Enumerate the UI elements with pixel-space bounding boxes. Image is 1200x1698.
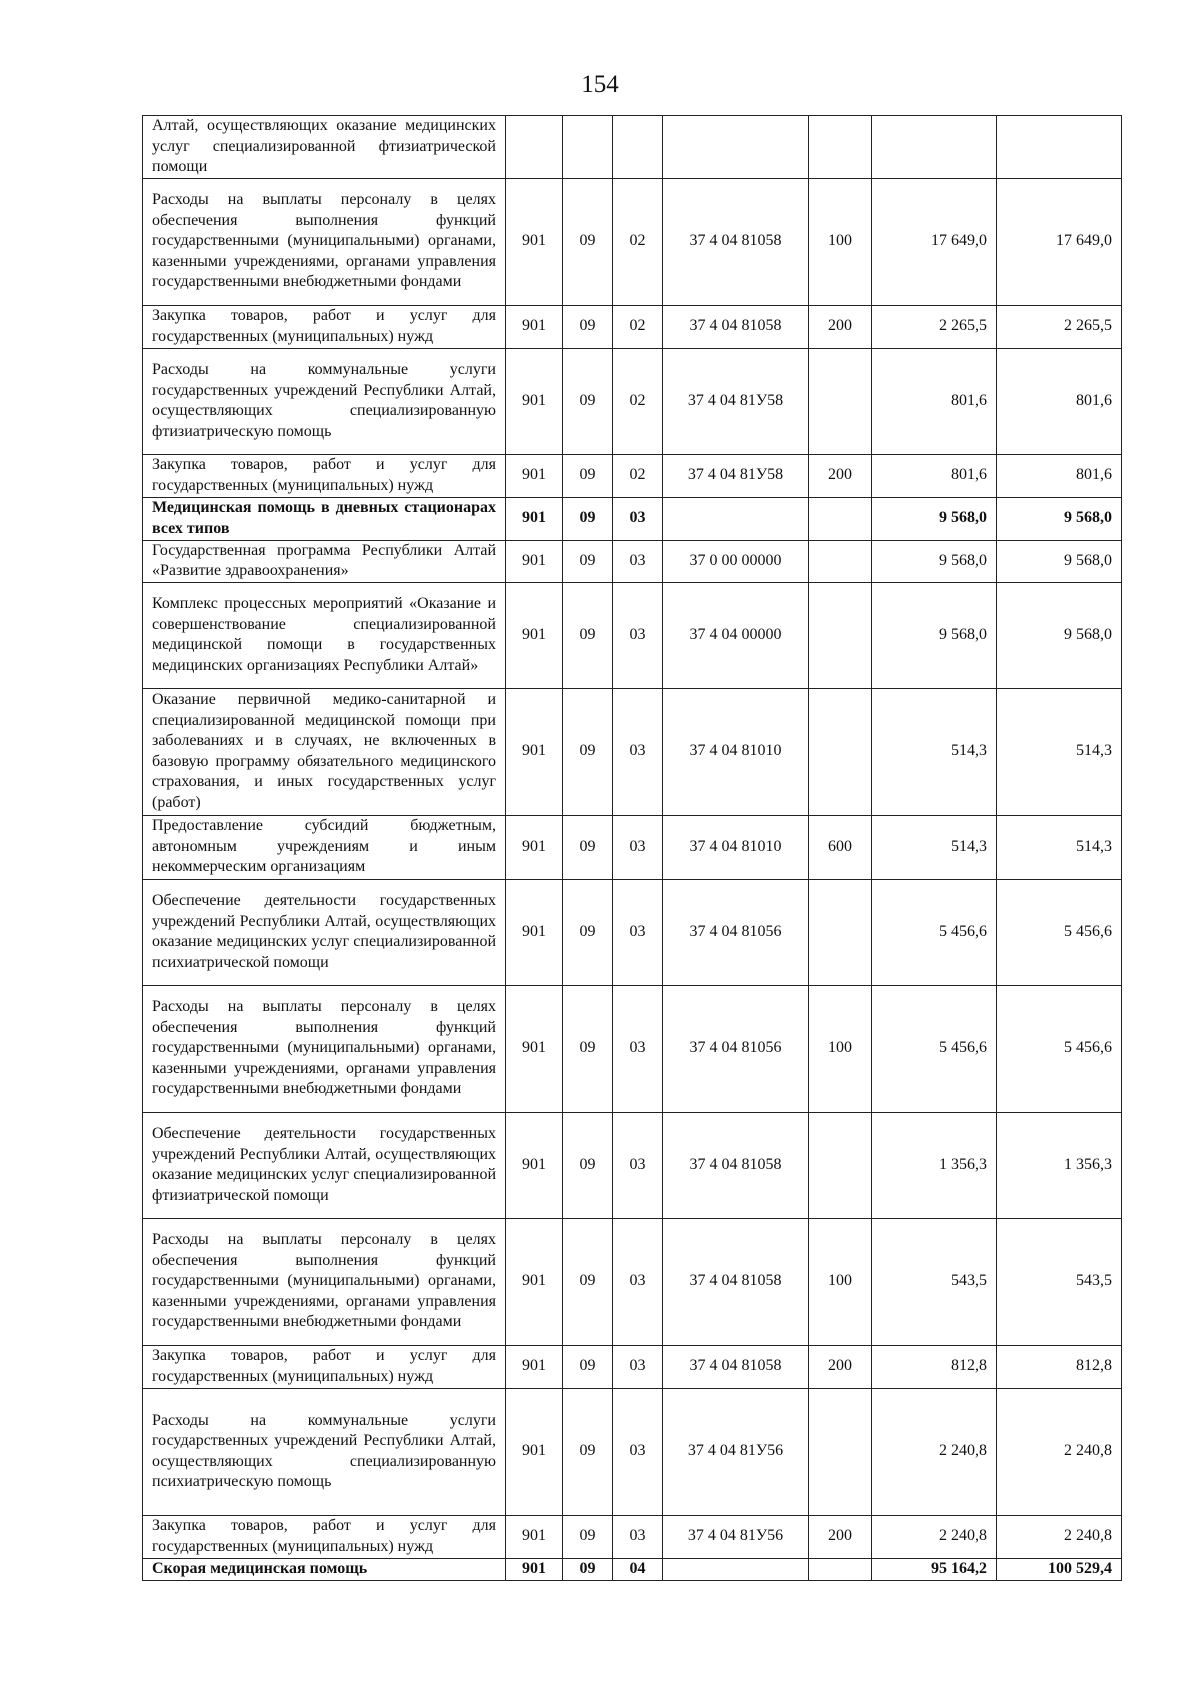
subsection-code-cell: 03	[613, 1515, 663, 1558]
amount-year2-cell: 5 456,6	[997, 879, 1122, 985]
expense-type-cell: 200	[809, 305, 872, 348]
amount-year2-cell: 2 240,8	[997, 1515, 1122, 1558]
subsection-code-cell: 02	[613, 454, 663, 497]
expense-name-cell: Расходы на выплаты персоналу в целях обеспечения выполнения функций государственными (муниципальными) органами, казенными учреждениями, органами управления государственными внебюджетными фондами	[143, 178, 506, 305]
subsection-code-cell: 03	[613, 582, 663, 688]
section-code-cell: 09	[563, 454, 613, 497]
ministry-code-cell: 901	[506, 178, 563, 305]
amount-year2-cell: 9 568,0	[997, 582, 1122, 688]
section-code-cell: 09	[563, 348, 613, 454]
expense-name-cell: Закупка товаров, работ и услуг для государственных (муниципальных) нужд	[143, 1515, 506, 1558]
target-article-cell: 37 0 00 00000	[663, 540, 809, 582]
target-article-cell: 37 4 04 81010	[663, 688, 809, 815]
expense-name-cell: Обеспечение деятельности государственных учреждений Республики Алтай, осуществляющих оказание медицинских услуг специализированной психиатрической помощи	[143, 879, 506, 985]
subsection-code-cell: 02	[613, 348, 663, 454]
amount-year2-cell: 9 568,0	[997, 497, 1122, 540]
expense-name-cell: Скорая медицинская помощь	[143, 1558, 506, 1580]
subsection-code-cell: 02	[613, 178, 663, 305]
table-row	[143, 1515, 1122, 1558]
subsection-code-cell: 03	[613, 879, 663, 985]
subsection-code-cell	[613, 116, 663, 179]
target-article-cell: 37 4 04 81056	[663, 985, 809, 1112]
target-article-cell: 37 4 04 81У58	[663, 454, 809, 497]
ministry-code-cell: 901	[506, 1345, 563, 1388]
expense-type-cell	[809, 497, 872, 540]
ministry-code-cell: 901	[506, 540, 563, 582]
amount-year2-cell: 543,5	[997, 1218, 1122, 1345]
budget-table	[142, 115, 1122, 1581]
ministry-code-cell: 901	[506, 305, 563, 348]
ministry-code-cell: 901	[506, 879, 563, 985]
ministry-code-cell: 901	[506, 497, 563, 540]
expense-type-cell	[809, 116, 872, 179]
subsection-code-cell: 03	[613, 815, 663, 879]
expense-name-cell: Государственная программа Республики Алтай «Развитие здравоохранения»	[143, 540, 506, 582]
expense-type-cell: 100	[809, 1218, 872, 1345]
amount-year1-cell: 801,6	[872, 348, 997, 454]
table-row	[143, 1345, 1122, 1388]
expense-name-cell: Расходы на выплаты персоналу в целях обеспечения выполнения функций государственными (муниципальными) органами, казенными учреждениями, органами управления государственными внебюджетными фондами	[143, 1218, 506, 1345]
amount-year2-cell: 514,3	[997, 688, 1122, 815]
section-code-cell: 09	[563, 305, 613, 348]
amount-year2-cell: 9 568,0	[997, 540, 1122, 582]
table-row	[143, 1388, 1122, 1515]
amount-year1-cell: 9 568,0	[872, 540, 997, 582]
table-row	[143, 1558, 1122, 1580]
target-article-cell: 37 4 04 81У56	[663, 1388, 809, 1515]
section-code-cell: 09	[563, 688, 613, 815]
amount-year2-cell: 812,8	[997, 1345, 1122, 1388]
amount-year1-cell: 801,6	[872, 454, 997, 497]
ministry-code-cell: 901	[506, 1388, 563, 1515]
expense-type-cell	[809, 540, 872, 582]
target-article-cell: 37 4 04 81У56	[663, 1515, 809, 1558]
target-article-cell: 37 4 04 81058	[663, 1112, 809, 1218]
table-row	[143, 1218, 1122, 1345]
section-code-cell	[563, 116, 613, 179]
amount-year2-cell	[997, 116, 1122, 179]
expense-type-cell	[809, 688, 872, 815]
expense-name-cell: Алтай, осуществляющих оказание медицинских услуг специализированной фтизиатрической помощи	[143, 116, 506, 179]
target-article-cell	[663, 116, 809, 179]
amount-year1-cell	[872, 116, 997, 179]
amount-year1-cell: 2 240,8	[872, 1515, 997, 1558]
target-article-cell: 37 4 04 81058	[663, 305, 809, 348]
subsection-code-cell: 03	[613, 1112, 663, 1218]
section-code-cell: 09	[563, 1345, 613, 1388]
amount-year1-cell: 514,3	[872, 815, 997, 879]
target-article-cell: 37 4 04 81056	[663, 879, 809, 985]
target-article-cell: 37 4 04 81058	[663, 1218, 809, 1345]
subsection-code-cell: 03	[613, 1345, 663, 1388]
ministry-code-cell: 901	[506, 985, 563, 1112]
subsection-code-cell: 03	[613, 688, 663, 815]
target-article-cell: 37 4 04 81058	[663, 1345, 809, 1388]
ministry-code-cell: 901	[506, 454, 563, 497]
amount-year2-cell: 801,6	[997, 348, 1122, 454]
expense-type-cell	[809, 1558, 872, 1580]
expense-type-cell: 600	[809, 815, 872, 879]
amount-year1-cell: 1 356,3	[872, 1112, 997, 1218]
table-row	[143, 688, 1122, 815]
section-code-cell: 09	[563, 1558, 613, 1580]
amount-year2-cell: 5 456,6	[997, 985, 1122, 1112]
amount-year2-cell: 801,6	[997, 454, 1122, 497]
expense-type-cell: 200	[809, 454, 872, 497]
section-code-cell: 09	[563, 879, 613, 985]
expense-name-cell: Расходы на выплаты персоналу в целях обеспечения выполнения функций государственными (муниципальными) органами, казенными учреждениями, органами управления государственными внебюджетными фондами	[143, 985, 506, 1112]
table-row	[143, 582, 1122, 688]
ministry-code-cell: 901	[506, 688, 563, 815]
ministry-code-cell: 901	[506, 1218, 563, 1345]
amount-year1-cell: 812,8	[872, 1345, 997, 1388]
expense-type-cell	[809, 582, 872, 688]
section-code-cell: 09	[563, 1112, 613, 1218]
expense-type-cell	[809, 1388, 872, 1515]
amount-year1-cell: 5 456,6	[872, 985, 997, 1112]
table-row	[143, 305, 1122, 348]
amount-year2-cell: 1 356,3	[997, 1112, 1122, 1218]
subsection-code-cell: 03	[613, 985, 663, 1112]
expense-type-cell: 100	[809, 985, 872, 1112]
section-code-cell: 09	[563, 540, 613, 582]
table-row	[143, 540, 1122, 582]
table-row	[143, 497, 1122, 540]
amount-year2-cell: 17 649,0	[997, 178, 1122, 305]
expense-type-cell	[809, 348, 872, 454]
amount-year1-cell: 543,5	[872, 1218, 997, 1345]
expense-name-cell: Закупка товаров, работ и услуг для государственных (муниципальных) нужд	[143, 1345, 506, 1388]
expense-name-cell: Закупка товаров, работ и услуг для государственных (муниципальных) нужд	[143, 305, 506, 348]
expense-type-cell	[809, 879, 872, 985]
ministry-code-cell: 901	[506, 1515, 563, 1558]
section-code-cell: 09	[563, 1218, 613, 1345]
subsection-code-cell: 02	[613, 305, 663, 348]
section-code-cell: 09	[563, 497, 613, 540]
amount-year2-cell: 100 529,4	[997, 1558, 1122, 1580]
subsection-code-cell: 03	[613, 497, 663, 540]
amount-year1-cell: 2 240,8	[872, 1388, 997, 1515]
ministry-code-cell	[506, 116, 563, 179]
page-number: 154	[581, 71, 619, 98]
expense-type-cell	[809, 1112, 872, 1218]
ministry-code-cell: 901	[506, 815, 563, 879]
amount-year1-cell: 2 265,5	[872, 305, 997, 348]
expense-name-cell: Медицинская помощь в дневных стационарах всех типов	[143, 497, 506, 540]
subsection-code-cell: 03	[613, 540, 663, 582]
amount-year1-cell: 5 456,6	[872, 879, 997, 985]
table-row	[143, 348, 1122, 454]
table-row	[143, 116, 1122, 179]
amount-year2-cell: 2 265,5	[997, 305, 1122, 348]
expense-name-cell: Комплекс процессных мероприятий «Оказание и совершенствование специализированной медицинской помощи в государственных медицинских организациях Республики Алтай»	[143, 582, 506, 688]
section-code-cell: 09	[563, 582, 613, 688]
amount-year1-cell: 17 649,0	[872, 178, 997, 305]
amount-year2-cell: 514,3	[997, 815, 1122, 879]
expense-name-cell: Расходы на коммунальные услуги государственных учреждений Республики Алтай, осуществляющих специализированную психиатрическую помощь	[143, 1388, 506, 1515]
ministry-code-cell: 901	[506, 1112, 563, 1218]
ministry-code-cell: 901	[506, 348, 563, 454]
subsection-code-cell: 04	[613, 1558, 663, 1580]
target-article-cell: 37 4 04 00000	[663, 582, 809, 688]
section-code-cell: 09	[563, 985, 613, 1112]
amount-year1-cell: 9 568,0	[872, 582, 997, 688]
amount-year2-cell: 2 240,8	[997, 1388, 1122, 1515]
expense-name-cell: Расходы на коммунальные услуги государственных учреждений Республики Алтай, осуществляющих специализированную фтизиатрическую помощь	[143, 348, 506, 454]
ministry-code-cell: 901	[506, 582, 563, 688]
target-article-cell: 37 4 04 81У58	[663, 348, 809, 454]
table-row	[143, 815, 1122, 879]
section-code-cell: 09	[563, 1515, 613, 1558]
subsection-code-cell: 03	[613, 1388, 663, 1515]
section-code-cell: 09	[563, 1388, 613, 1515]
ministry-code-cell: 901	[506, 1558, 563, 1580]
subsection-code-cell: 03	[613, 1218, 663, 1345]
expense-type-cell: 200	[809, 1345, 872, 1388]
amount-year1-cell: 9 568,0	[872, 497, 997, 540]
amount-year1-cell: 95 164,2	[872, 1558, 997, 1580]
amount-year1-cell: 514,3	[872, 688, 997, 815]
expense-name-cell: Предоставление субсидий бюджетным, автономным учреждениям и иным некоммерческим организациям	[143, 815, 506, 879]
table-row	[143, 985, 1122, 1112]
target-article-cell: 37 4 04 81010	[663, 815, 809, 879]
section-code-cell: 09	[563, 815, 613, 879]
expense-type-cell: 200	[809, 1515, 872, 1558]
table-row	[143, 1112, 1122, 1218]
table-row	[143, 178, 1122, 305]
expense-name-cell: Закупка товаров, работ и услуг для государственных (муниципальных) нужд	[143, 454, 506, 497]
table-row	[143, 879, 1122, 985]
target-article-cell	[663, 497, 809, 540]
expense-type-cell: 100	[809, 178, 872, 305]
expense-name-cell: Оказание первичной медико-санитарной и специализированной медицинской помощи при заболеваниях и в случаях, не включенных в базовую программу обязательного медицинского страхования, и иных государственных услуг (работ)	[143, 688, 506, 815]
target-article-cell: 37 4 04 81058	[663, 178, 809, 305]
target-article-cell	[663, 1558, 809, 1580]
expense-name-cell: Обеспечение деятельности государственных учреждений Республики Алтай, осуществляющих оказание медицинских услуг специализированной фтизиатрической помощи	[143, 1112, 506, 1218]
section-code-cell: 09	[563, 178, 613, 305]
table-row	[143, 454, 1122, 497]
